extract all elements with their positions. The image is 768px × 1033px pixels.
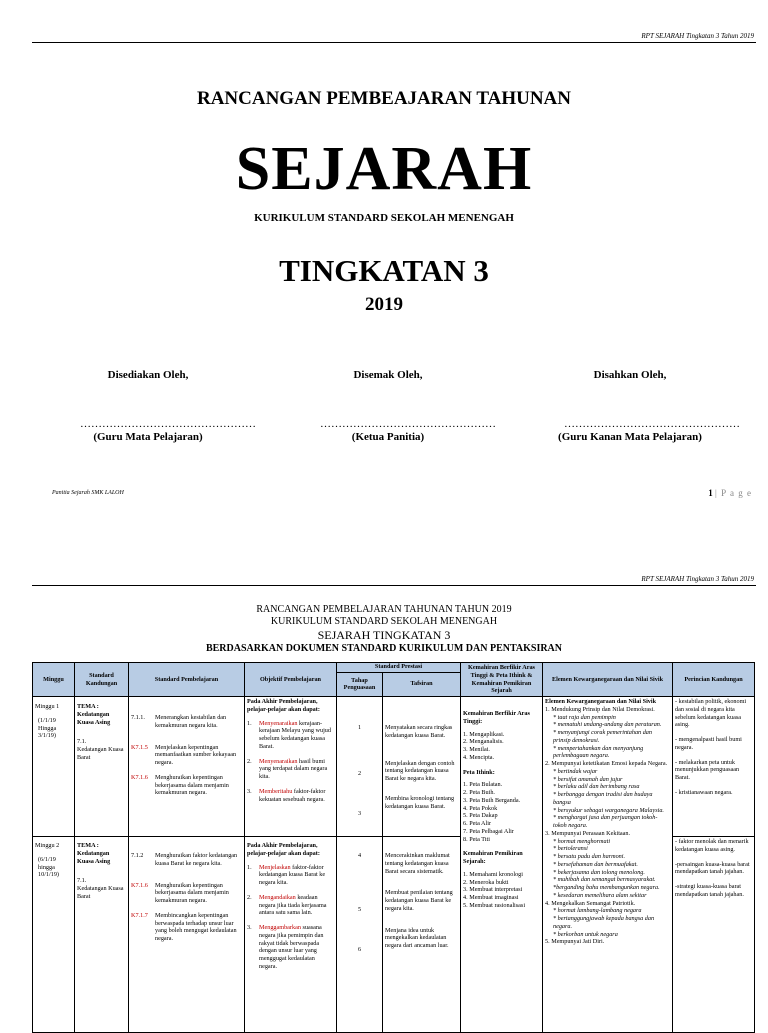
tp-text: Membina kronologi tentang kedatangan kuasa Barat. bbox=[385, 794, 455, 810]
elemen-item: * berkorban untuk negara bbox=[553, 930, 618, 938]
elemen-item: 5. Mempunyai Jati Diri. bbox=[545, 938, 605, 946]
plan-title-line1: RANCANGAN PEMBELAJARAN TAHUNAN TAHUN 2019 bbox=[256, 604, 512, 615]
sp-item: 7.1.1. Menerangkan kestabilan dan kemakmuran negara kita. bbox=[131, 714, 227, 729]
objektif-item: 2. Mengandaikan keadaan negara jika tiada kerjasama antara satu sama lain. bbox=[247, 893, 327, 917]
tafsiran-cell bbox=[383, 837, 461, 1033]
week-label: Minggu 1 bbox=[35, 703, 60, 710]
sk-title: Kedatangan Kuasa Barat bbox=[77, 746, 124, 761]
elemen-item: * mempertahankan dan menyanjung perlembagaan negara. bbox=[553, 744, 644, 760]
tema-label: TEMA : bbox=[77, 703, 99, 710]
elemen-item: * hormat menghormati bbox=[553, 837, 611, 845]
objektif-intro: Pada Akhir Pembelajaran, pelajar-pelajar akan dapat: bbox=[247, 842, 320, 857]
week-label: Minggu 2 bbox=[35, 842, 60, 849]
elemen-item: * bersyukur sebagai warganegara Malaysia. bbox=[553, 806, 664, 814]
perincian-item: - mengenalpasti hasil bumi negara. bbox=[675, 736, 742, 751]
tp-level: 1 bbox=[357, 724, 362, 731]
elemen-item: * bersifat amanah dan jujur bbox=[553, 775, 623, 783]
elemen-item: *berganding bahu membangunkan negara. bbox=[553, 884, 660, 891]
sp-item: K7.1.6 Menghuraikan kepentingan bekerjasama dalam menjamin kemakmuran negara. bbox=[131, 773, 229, 797]
elemen-item: * berlaku adil dan berimbang rasa bbox=[553, 783, 640, 791]
elemen-item: * mematuhi undang-undang dan peraturan. bbox=[553, 721, 662, 729]
ithink-heading: Peta Ithink: bbox=[463, 768, 495, 776]
plan-title-line2: KURIKULUM STANDARD SEKOLAH MENENGAH bbox=[270, 616, 498, 627]
week-dates: (6/1/19 hingga 10/1/19) bbox=[38, 855, 59, 879]
signature-line-2: ………………………………………… bbox=[320, 418, 496, 430]
tp-text: Membuat penilaian tentang kedatangan kuasa Barat ke negara kita. bbox=[385, 889, 453, 912]
header-note: RPT SEJARAH Tingkatan 3 Tahun 2019 bbox=[641, 32, 754, 40]
kemahiran-cell: Kemahiran Berfikir Aras Tinggi: 1. Mengaplikasi. 2. Menganalisis. 3. Menilai. 4. Mencipta. Peta Ithink: 1. Peta Bulatan. 2. Peta Buih. 3. Peta Buih Berganda. 4. Peta Pokok 5. Peta Dakap 6. Peta Alir 7. Peta Pelbagai Alir 8. Peta Titi Kemahiran Pemikiran Sejarah: 1. Memahami kronologi 2. Meneroka bukti 3. Membuat interpretasi 4. Membuat imaginasi 5. Membuat rasionalisasi bbox=[461, 697, 543, 1033]
tema-value: Kedatangan Kuasa Asing bbox=[77, 849, 111, 865]
elemen-item: * muhibah dan semangat bermasyarakat. bbox=[553, 876, 656, 884]
tp-text: Menyatakan secara ringkas kedatangan kuasa Barat. bbox=[385, 724, 453, 739]
perincian-cell bbox=[673, 837, 755, 1033]
elemen-item: * taat raja dan pemimpin bbox=[553, 713, 616, 721]
sp-item: K7.1.6 Menghuraikan kepentingan bekerjasama dalam menjamin kemakmuran negara. bbox=[131, 881, 229, 904]
col-tahap: Tahap Penguasaan bbox=[337, 672, 383, 696]
col-minggu: Minggu bbox=[33, 663, 75, 697]
col-objektif: Objektif Pembelajaran bbox=[245, 663, 337, 697]
signature-line-1: ………………………………………… bbox=[80, 418, 256, 430]
kbat-heading: Kemahiran Berfikir Aras Tinggi: bbox=[463, 710, 530, 725]
elemen-item: * bertindak wajar bbox=[553, 767, 598, 775]
plan-title-line4: BERDASARKAN DOKUMEN STANDARD KURIKULUM DAN PENTAKSIRAN bbox=[205, 643, 563, 654]
tp-text: Menjana idea untuk mengekalkan kedaulatan negara dari ancaman luar. bbox=[385, 926, 449, 949]
tp-level: 3 bbox=[357, 809, 362, 817]
kps-heading: Kemahiran Pemikiran Sejarah: bbox=[463, 850, 523, 865]
signature-line-3: ………………………………………… bbox=[564, 418, 740, 430]
year-label: 2019 bbox=[365, 294, 403, 315]
elemen-item: * bekerjasama dan tolong menolong. bbox=[553, 868, 645, 876]
elemen-item: Elemen Kewarganegaraan dan Nilai Sivik bbox=[545, 698, 657, 705]
minggu-cell bbox=[33, 837, 75, 1033]
elemen-item: 3. Mempunyai Perasaan Kekitaan. bbox=[545, 829, 631, 837]
tp-level: 4 bbox=[357, 852, 362, 859]
perincian-item: - faktor menolak dan menarik kedatangan kuasa asing. bbox=[675, 838, 749, 853]
objektif-cell bbox=[245, 697, 337, 837]
sk-code: 7.1. bbox=[77, 877, 87, 885]
cover-page bbox=[0, 0, 768, 512]
tp-text: Menjelaskan dengan contoh tentang kedatangan kuasa Barat ke negara kita. bbox=[385, 759, 455, 782]
elemen-item: * berbangga dengan tradisi dan budaya bangsa bbox=[553, 791, 653, 806]
perincian-item: -persaingan kuasa-kuasa barat mendapatkan tanah jajahan. bbox=[675, 860, 750, 876]
sp-item: 7.1.2 Menghuraikan faktor kedatangan kuasa Barat ke negara kita. bbox=[131, 852, 238, 867]
signature-prepared-label: Disediakan Oleh, bbox=[107, 369, 189, 381]
sp-item: K7.1.7 Membincangkan kepentingan berwaspada terhadap unsur luar yang boleh mengugat kedaulatan negara. bbox=[131, 911, 237, 942]
col-elemen: Elemen Kewarganegaraan dan Nilai Sivik bbox=[543, 663, 673, 697]
elemen-item: 2. Mempunyai ketetikatan Emosi kepada Negara. bbox=[545, 760, 668, 767]
objektif-item: 1. Menjelaskan faktor-faktor kedatangan kuasa Barat ke negara kita. bbox=[247, 863, 326, 886]
tahap-cell bbox=[337, 837, 383, 1033]
tahap-cell bbox=[337, 697, 383, 837]
signature-role-teacher: (Guru Mata Pelajaran) bbox=[93, 431, 203, 443]
header-rule bbox=[32, 42, 756, 43]
objektif-item: 2. Menyenaraikan hasil bumi yang terdapat dalam negara kita. bbox=[247, 757, 328, 780]
tafsiran-cell bbox=[383, 697, 461, 837]
sp-cell bbox=[129, 697, 245, 837]
sk-code: 7.1. bbox=[77, 738, 87, 746]
signature-checked-label: Disemak Oleh, bbox=[353, 369, 423, 381]
plan-page bbox=[0, 565, 768, 1024]
footer-school: Panitia Sejarah SMK LALOH bbox=[52, 490, 124, 496]
elemen-item: 4. Mengekalkan Semangat Patriotik. bbox=[545, 899, 636, 907]
perincian-item: -strategi kuasa-kuasa barat mendapatkan tanah jajahan. bbox=[675, 883, 744, 898]
col-standard-prestasi: Standard Prestasi bbox=[337, 663, 461, 673]
curriculum-label: KURIKULUM STANDARD SEKOLAH MENENGAH bbox=[254, 212, 514, 224]
sk-cell bbox=[75, 697, 129, 837]
perincian-item: - kristianawaan negara. bbox=[675, 788, 733, 796]
elemen-item: * bersefahaman dan bermuafakat. bbox=[553, 860, 638, 868]
sp-item: K7.1.5 Menjelaskan kepentingan memanfaatkan sumber kekayaan negara. bbox=[131, 743, 237, 766]
signature-approved-label: Disahkan Oleh, bbox=[593, 369, 667, 381]
subject-title: SEJARAH bbox=[235, 135, 533, 203]
tp-level: 5 bbox=[357, 905, 362, 913]
objektif-cell bbox=[245, 837, 337, 1033]
signature-role-head: (Ketua Panitia) bbox=[351, 431, 425, 443]
header-note: RPT SEJARAH Tingkatan 3 Tahun 2019 bbox=[641, 575, 754, 583]
perincian-item: - kestabilan politik, ekonomi dan sosial di negara kita sebelum kedatangan kuasa asing. bbox=[675, 698, 747, 729]
table-row bbox=[33, 697, 755, 837]
elemen-item: * bertanggungjawab kepada bangsa dan negara. bbox=[553, 915, 655, 930]
elemen-item: * kesedaran memelihara alam sekitar bbox=[553, 891, 647, 899]
elemen-item: * menghargai jasa dan perjuangan tokoh-tokoh negara. bbox=[553, 814, 658, 829]
col-standard-pembelajaran: Standard Pembelajaran bbox=[129, 663, 245, 697]
elemen-item: * hormat lambang-lambang negara bbox=[553, 907, 642, 915]
tema-label: TEMA : bbox=[77, 842, 99, 849]
sk-cell bbox=[75, 837, 129, 1033]
tp-level: 6 bbox=[357, 945, 362, 953]
objektif-item: 1. Menyenaraikan kerajaan-kerajaan Melayu yang wujud sebelum kedatangan kuasa Barat. bbox=[247, 719, 331, 750]
level-title: TINGKATAN 3 bbox=[279, 253, 489, 288]
plan-table bbox=[32, 662, 755, 1033]
tp-level: 2 bbox=[357, 769, 362, 777]
plan-title: RANCANGAN PEMBEAJARAN TAHUNAN bbox=[196, 88, 572, 109]
page-number: 1 | P a g e bbox=[708, 488, 752, 498]
signature-role-senior: (Guru Kanan Mata Pelajaran) bbox=[558, 431, 702, 443]
col-standard-kandungan: Standard Kandungan bbox=[75, 663, 129, 697]
tema-value: Kedatangan Kuasa Asing bbox=[77, 710, 111, 726]
perincian-cell bbox=[673, 697, 755, 837]
plan-title-line3: SEJARAH TINGKATAN 3 bbox=[317, 628, 451, 642]
perincian-item: - melakarkan peta untuk menunjukkan penguasaan Barat. bbox=[675, 758, 740, 781]
week-dates: (1/1/19 Hingga 3/1/19) bbox=[38, 716, 57, 740]
elemen-item: 1. Mendukung Prinsip dan Nilai Demokrasi. bbox=[545, 705, 655, 713]
col-perincian: Perincian Kandungan bbox=[673, 663, 755, 697]
sk-title: Kedatangan Kuasa Barat bbox=[77, 885, 124, 900]
objektif-intro: Pada Akhir Pembelajaran, pelajar-pelajar akan dapat: bbox=[247, 698, 320, 713]
minggu-cell bbox=[33, 697, 75, 837]
elemen-item: * bertoleransi bbox=[553, 845, 588, 853]
elemen-cell bbox=[543, 697, 673, 1033]
sp-cell bbox=[129, 837, 245, 1033]
elemen-item: * menyanjungi corak pemerintahan dan prinsip demokrasi. bbox=[553, 729, 652, 744]
elemen-item: * bersatu padu dan harmoni. bbox=[553, 853, 626, 860]
objektif-item: 3. Memberitahu faktor-faktor kekuatan sesebuah negara. bbox=[247, 787, 326, 803]
tp-text: Mencerakinkan maklumat tentang kedatangan kuasa Barat secara sistematik. bbox=[385, 852, 450, 875]
header-rule bbox=[32, 585, 756, 586]
col-tafsiran: Tafsiran bbox=[383, 672, 461, 696]
col-kemahiran: Kemahiran Berfikir Aras Tinggi & Peta Ithink & Kemahiran Pemikiran Sejarah bbox=[461, 663, 543, 697]
elemen-list bbox=[545, 698, 670, 946]
objektif-item: 3. Menggambarkan suasana negara jika pemimpin dan rakyat tidak berwaspada dengan unsur luar yang menggugat kedaulatan negara. bbox=[247, 924, 324, 970]
